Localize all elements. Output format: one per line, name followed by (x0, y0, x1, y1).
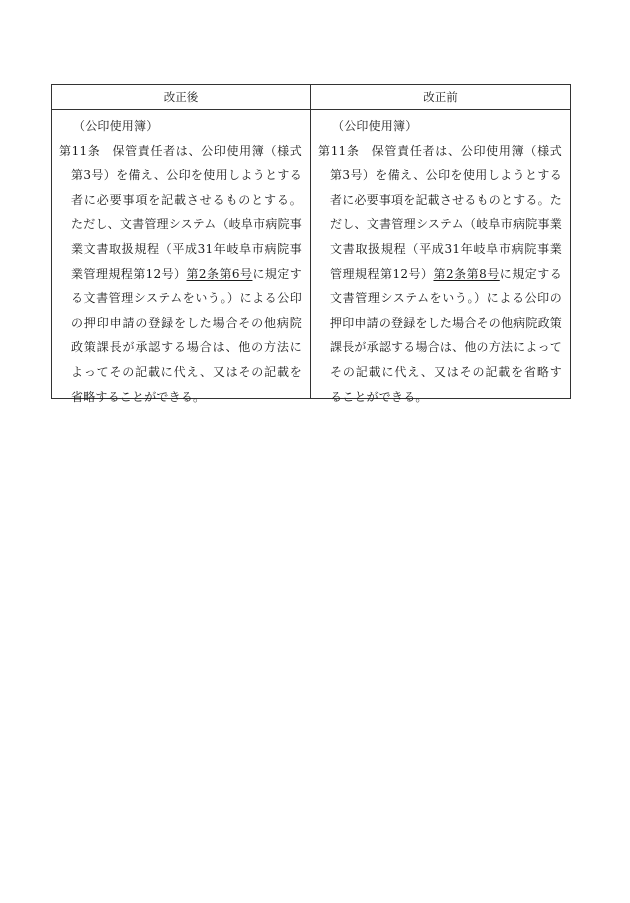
column-after (52, 85, 311, 404)
column-before (311, 85, 570, 404)
article-number: 第11条 (318, 143, 360, 158)
column-header-after: 改正後 (52, 85, 310, 110)
column-body-after (52, 110, 310, 404)
column-body-before (311, 110, 570, 404)
amended-clause: 第2条第6号 (186, 266, 253, 281)
article-text-part1: 保管責任者は、公印使用簿（様式第3号）を備え、公印を使用しようとする者に必要事項を記載させるものとする。ただし、文書管理システム（岐阜市病院事業文書取扱規程（平成31年岐阜市病院事業管理規程第12号） (330, 143, 562, 281)
article-text-part2: に規定する文書管理システムをいう。）による公印の押印申請の登録をした場合その他病院政策課長が承認する場合は、他の方法によってその記載に代え、又はその記載を省略することができる。 (71, 266, 302, 404)
article-caption: （公印使用簿） (332, 119, 418, 133)
article-text-part2: に規定する文書管理システムをいう。）による公印の押印申請の登録をした場合その他病院政策課長が承認する場合は、他の方法によってその記載に代え、又はその記載を省略することができる。 (330, 266, 562, 404)
article-text-part1: 保管責任者は、公印使用簿（様式第3号）を備え、公印を使用しようとする者に必要事項を記載させるものとする。ただし、文書管理システム（岐阜市病院事業文書取扱規程（平成31年岐阜市病院事業管理規程第12号） (71, 143, 302, 281)
amended-clause: 第2条第8号 (433, 266, 500, 281)
column-header-before: 改正前 (311, 85, 570, 110)
article-number: 第11条 (59, 143, 101, 158)
comparison-table (51, 84, 571, 404)
article-caption: （公印使用簿） (73, 119, 159, 133)
article-text (59, 139, 302, 410)
article-text (318, 139, 562, 410)
